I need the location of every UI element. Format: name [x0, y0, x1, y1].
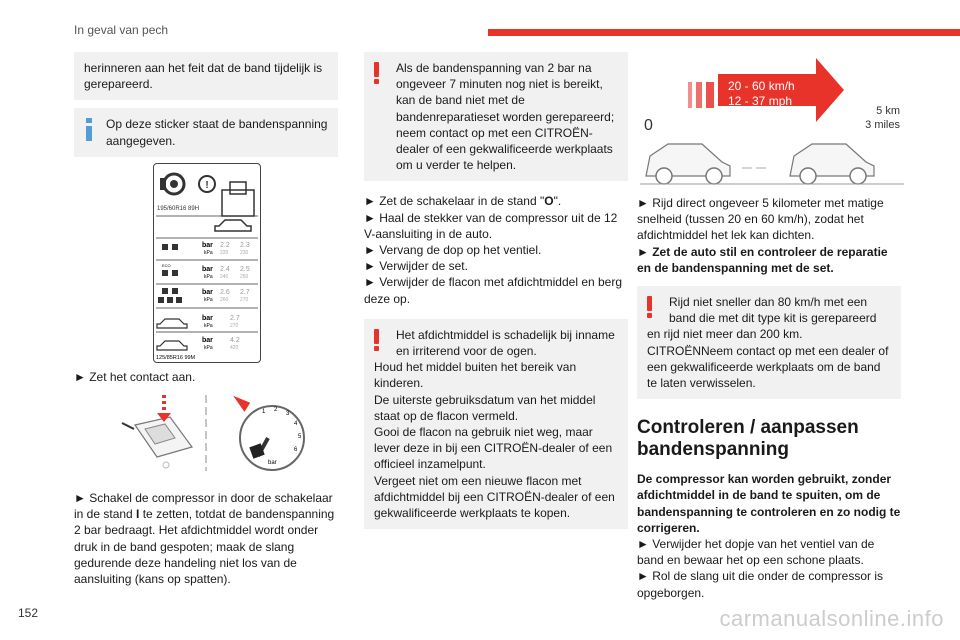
- sticker-row-3: [158, 288, 250, 303]
- svg-text:270: 270: [230, 323, 239, 329]
- gauge-tick-5: 5: [298, 434, 302, 440]
- svg-text:bar: bar: [202, 315, 213, 322]
- svg-text:260: 260: [220, 297, 229, 303]
- svg-text:kPa: kPa: [204, 274, 213, 280]
- info-text: Op deze sticker staat de bandenspanning aangegeven.: [106, 117, 328, 148]
- svg-text:250: 250: [240, 274, 249, 280]
- info-icon: [86, 118, 92, 141]
- gauge-unit: bar: [268, 460, 277, 466]
- distance-miles: 3 miles: [865, 119, 900, 131]
- step-item: ► Verwijder het dopje van het ventiel van de band en bewaar het op een schone plaats.: [637, 537, 875, 568]
- sticker-graphic: [154, 164, 260, 362]
- tyre-icon: [164, 174, 184, 194]
- sticker-size-bottom: 125/85R16 99M: [156, 355, 196, 361]
- svg-text:230: 230: [240, 250, 249, 256]
- car-spare-icon: [157, 341, 187, 350]
- step-item: ► Rol de slang uit die onder de compressor is opgeborgen.: [637, 569, 883, 600]
- compressor-gauge-figure: [110, 393, 320, 473]
- step-item: ► Haal de stekker van de compressor uit de 12 V-aansluiting in de auto.: [364, 210, 618, 241]
- section-heading: Controleren / aanpassen bandenspanning: [637, 417, 859, 461]
- manual-book-icon: [230, 182, 246, 194]
- speed-kmh: 20 - 60 km/h: [728, 79, 795, 93]
- running-header: In geval van pech: [74, 23, 169, 37]
- steps-list: [364, 193, 628, 306]
- column-2: [364, 52, 628, 537]
- intro-text: De compressor kan worden gebruikt, zonder afdichtmiddel in de band te spuiten, om de bandenspanning te controleren en zo nodig te corrigeren.: [637, 472, 901, 535]
- warning-icon: [373, 62, 381, 84]
- step-item: ► Vervang de dop op het ventiel.: [364, 243, 542, 258]
- seat-icon: [158, 288, 182, 303]
- step-item: ► Verwijder de set.: [364, 259, 468, 274]
- svg-text:270: 270: [240, 297, 249, 303]
- svg-text:!: !: [205, 180, 209, 191]
- svg-text:2.7: 2.7: [240, 289, 250, 296]
- svg-text:2.4: 2.4: [220, 266, 230, 273]
- car-front-icon: [215, 220, 251, 231]
- continued-note-box: [74, 52, 338, 100]
- svg-text:kPa: kPa: [204, 345, 213, 351]
- svg-text:kPa: kPa: [204, 297, 213, 303]
- svg-text:2.6: 2.6: [220, 289, 230, 296]
- step-item: ► Verwijder de flacon met afdichtmiddel en berg deze op.: [364, 275, 623, 306]
- step-contact: ► Zet het contact aan.: [74, 370, 196, 384]
- car-start-illustration: [646, 144, 730, 184]
- driving-distance-figure: [640, 54, 904, 186]
- sticker-row-1: [162, 242, 250, 256]
- step-switch: ► Schakel de compressor in door de schakelaar in de stand I te zetten, totdat de bandenspanning 2 bar bedraagt. Het afdichtmiddel wordt onder druk in de band gespoten; maak de slang gedurende deze handeling niet los van de aansluiting (kans op spatten).: [74, 491, 335, 587]
- watermark: carmanualsonline.info: [719, 606, 944, 631]
- seat-icon: [162, 270, 178, 276]
- svg-text:420: 420: [230, 345, 239, 351]
- svg-text:240: 240: [220, 274, 229, 280]
- warning-icon: [373, 329, 381, 351]
- sticker-row-5: [157, 337, 240, 351]
- continued-note-text: herinneren aan het feit dat de band tijdelijk is gerepareerd.: [84, 61, 323, 92]
- compressor-switch-illustration: [122, 395, 192, 468]
- warning-box-speed: Rijd niet sneller dan 80 km/h met een band die met dit type kit is gerepareerd en rijd niet meer dan 200 km. CITROËNNeem contact op met een dealer of een gekwalificeerde werkplaats om de band te laten verwisselen.: [637, 286, 901, 399]
- sticker-plug-icon: [160, 178, 166, 190]
- tpms-warning-icon: [199, 176, 215, 192]
- sticker-size-top: 195/60R16 89H: [157, 206, 200, 212]
- gauge-tick-2: 2: [274, 407, 278, 413]
- svg-text:2.2: 2.2: [220, 242, 230, 249]
- gauge-tick-6: 6: [294, 447, 298, 453]
- sticker-row-2: [162, 263, 250, 280]
- svg-text:4.2: 4.2: [230, 337, 240, 344]
- warning-box-pressure: Als de bandenspanning van 2 bar na ongeveer 7 minuten nog niet is bereikt, kan de band niet met de bandenreparatieset worden gerepareerd; neem contact op met een CITROËN-dealer of een gekwalificeerde werkplaats om u verder te helpen.: [364, 52, 628, 181]
- step-stop: ► Zet de auto stil en controleer de reparatie en de bandenspanning met de set.: [637, 244, 888, 275]
- car-side-icon: [157, 319, 187, 328]
- gauge-tick-4: 4: [294, 421, 298, 427]
- svg-text:bar: bar: [202, 289, 213, 296]
- speed-mph: 12 - 37 mph: [728, 94, 793, 108]
- svg-text:2.5: 2.5: [240, 266, 250, 273]
- info-box: [74, 108, 338, 156]
- gauge-arrow-icon: [231, 396, 251, 413]
- svg-text:kPa: kPa: [204, 323, 213, 329]
- car-end-illustration: [790, 144, 874, 184]
- sticker-row-4: [157, 315, 240, 329]
- svg-text:220: 220: [220, 250, 229, 256]
- distance-zero: 0: [644, 117, 653, 134]
- seat-icon: [162, 244, 178, 250]
- svg-text:ECO: ECO: [162, 263, 171, 268]
- page-number: 152: [18, 606, 39, 620]
- header-accent-bar: [488, 29, 960, 36]
- svg-text:kPa: kPa: [204, 250, 213, 256]
- distance-km: 5 km: [876, 105, 900, 117]
- svg-text:2.3: 2.3: [240, 242, 250, 249]
- svg-text:bar: bar: [202, 266, 213, 273]
- column-3: [637, 195, 901, 601]
- step-item: ► Zet de schakelaar in de stand "O".: [364, 194, 562, 209]
- warning-icon: [646, 296, 654, 318]
- column-1: [74, 52, 338, 165]
- step-drive: ► Rijd direct ongeveer 5 kilometer met matige snelheid (tussen 20 en 60 km/h), zodat het afdichtmiddel het lek kan dichten.: [637, 196, 884, 243]
- gauge-tick-1: 1: [262, 409, 266, 415]
- warning-box-sealant: Het afdichtmiddel is schadelijk bij inname en irriterend voor de ogen. Houd het middel buiten het bereik van kinderen. De uiterste gebruiksdatum van het middel staat op de flacon vermeld. Gooi de flacon na gebruik niet weg, maar lever deze in bij een CITROËN-dealer of een officieel inzamelpunt. Vergeet niet om een nieuwe flacon met afdichtmiddel bij een CITROËN-dealer of een gekwalificeerde werkplaats te kopen.: [364, 319, 628, 529]
- svg-text:bar: bar: [202, 242, 213, 249]
- svg-text:bar: bar: [202, 337, 213, 344]
- tyre-pressure-sticker: [153, 163, 261, 363]
- svg-text:2.7: 2.7: [230, 315, 240, 322]
- gauge-tick-3: 3: [286, 411, 290, 417]
- pressure-gauge: [231, 396, 304, 470]
